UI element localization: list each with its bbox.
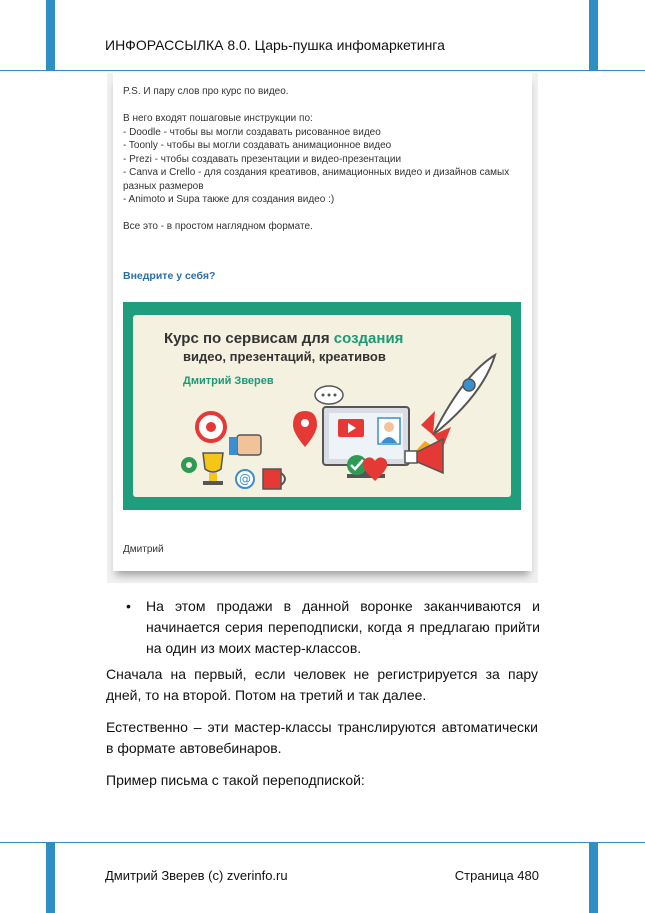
email-body [123, 85, 528, 234]
thumbs-up-icon [229, 435, 261, 455]
footer-author: Дмитрий Зверев (с) zverinfo.ru [105, 868, 288, 883]
target-icon [197, 413, 225, 441]
banner-subtitle: видео, презентаций, креативов [183, 349, 386, 364]
email-line: P.S. И пару слов про курс по видео. [123, 86, 289, 97]
email-line: - Toonly - чтобы вы могли создавать анимационное видео [123, 140, 392, 151]
course-banner[interactable] [123, 302, 521, 510]
email-cta-link[interactable]: Внедрите у себя? [123, 270, 216, 282]
email-line: - Animoto и Supa также для создания видео :) [123, 194, 335, 205]
footer-bar-right [589, 843, 598, 913]
email-line: - Canva и Crello - для создания креативов, анимационных видео и дизайнов самых разных размеров [123, 167, 510, 192]
email-signoff: Дмитрий [123, 544, 164, 555]
email-line: В него входят пошаговые инструкции по: [123, 113, 313, 124]
banner-author: Дмитрий Зверев [183, 375, 274, 387]
trophy-icon [203, 453, 223, 485]
footer-bar-left [46, 843, 55, 913]
banner-card [133, 315, 511, 497]
paragraph: Сначала на первый, если человек не регистрируется за пару дней, то на второй. Потом на третий и так далее. [106, 666, 538, 703]
email-line: - Doodle - чтобы вы могли создавать рисованное видео [123, 126, 381, 138]
svg-text:@: @ [239, 472, 251, 486]
list-item: • На этом продажи в данной воронке заканчиваются и начинается серия переподписки, когда я предлагаю прийти на один из моих мастер-классов. [120, 596, 540, 659]
map-pin-icon [293, 411, 317, 447]
chat-icon [315, 386, 343, 404]
page-header-title: ИНФОРАССЫЛКА 8.0. Царь-пушка инфомаркетинга [105, 37, 445, 53]
header-rule [0, 70, 645, 71]
banner-illustration [133, 315, 511, 497]
paragraph: Пример письма с такой переподпиской: [106, 772, 365, 788]
rocket-icon [405, 355, 495, 465]
avatar-icon [378, 418, 400, 444]
page-number: Страница 480 [454, 868, 539, 883]
paragraph: Естественно – эти мастер-классы транслируются автоматически в формате автовебинаров. [106, 719, 538, 756]
banner-title: Курс по сервисам для создания [164, 330, 404, 347]
mug-icon [263, 469, 285, 489]
bullet-list [120, 596, 540, 659]
email-line: - Prezi - чтобы создавать презентации и видео-презентации [123, 153, 402, 165]
email-line: Все это - в простом наглядном формате. [123, 221, 313, 232]
footer-rule [0, 842, 645, 843]
at-sign-icon [236, 470, 254, 488]
header-bar-right [589, 0, 598, 70]
gear-icon [181, 457, 197, 473]
header-bar-left [46, 0, 55, 70]
